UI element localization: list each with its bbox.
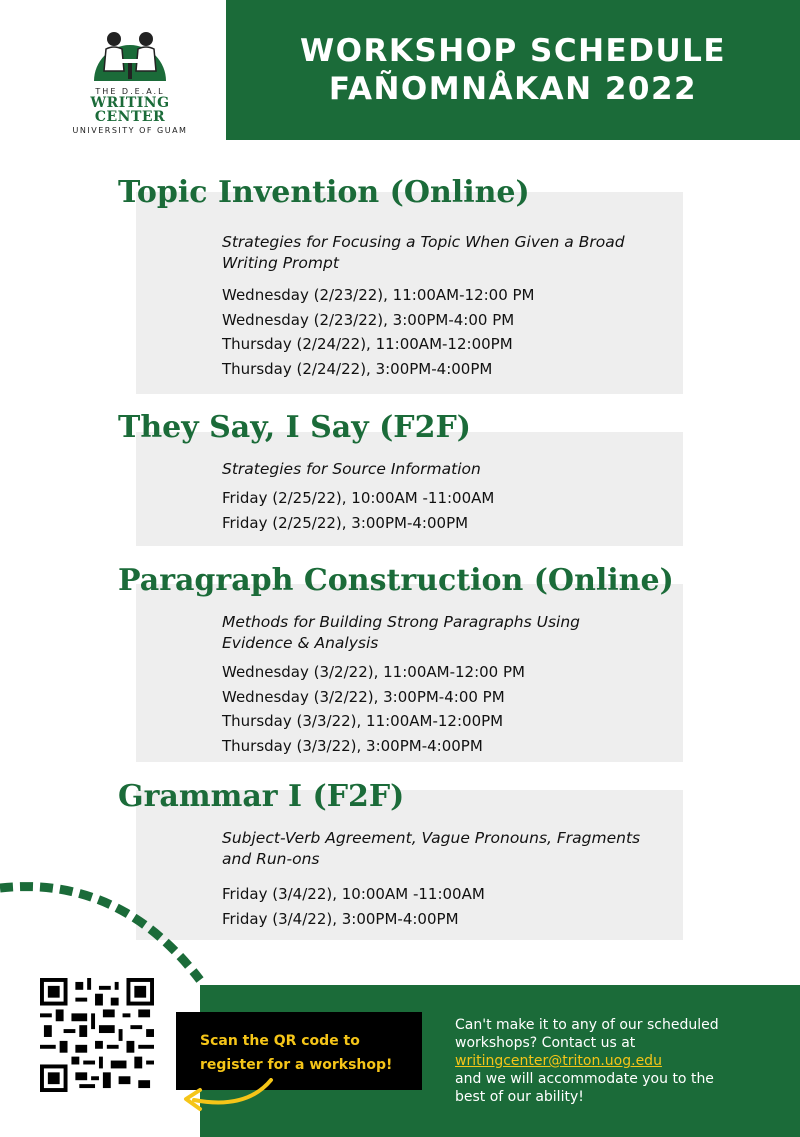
session-item: Thursday (2/24/22), 11:00AM-12:00PM — [222, 335, 513, 353]
contact-info — [455, 1016, 775, 1106]
contact-text: Can't make it to any of our scheduled — [455, 1017, 719, 1033]
contact-text: best of our ability! — [455, 1089, 584, 1105]
page-header — [226, 0, 800, 140]
session-item: Friday (3/4/22), 3:00PM-4:00PM — [222, 909, 459, 928]
qr-code-icon[interactable] — [40, 978, 154, 1092]
workshop-subtitle: Strategies for Source Information — [222, 460, 481, 478]
session-item: Friday (2/25/22), 3:00PM-4:00PM — [222, 513, 469, 532]
scan-text-line-1: Scan the QR code to — [200, 1033, 360, 1049]
workshop-subtitle: Strategies for Focusing a Topic When Given a Broad Writing Prompt — [222, 233, 625, 272]
curved-arrow-icon — [176, 1078, 276, 1118]
session-item: Wednesday (2/23/22), 11:00AM-12:00 PM — [222, 286, 535, 304]
workshop-title: They Say, I Say (F2F) — [118, 410, 471, 445]
session-item: Wednesday (3/2/22), 11:00AM-12:00 PM — [222, 663, 525, 681]
logo-sub-text: UNIVERSITY OF GUAM — [72, 126, 188, 135]
workshop-title: Grammar I (F2F) — [118, 779, 405, 814]
workshop-title: Paragraph Construction (Online) — [118, 563, 674, 598]
workshop-sessions — [222, 486, 662, 535]
session-item: Friday (3/4/22), 10:00AM -11:00AM — [222, 885, 485, 903]
scan-text-line-2: register for a workshop! — [200, 1057, 393, 1073]
workshop-sessions — [222, 660, 662, 758]
workshop-title: Topic Invention (Online) — [118, 175, 530, 210]
workshop-subtitle: Methods for Building Strong Paragraphs Using Evidence & Analysis — [222, 613, 581, 652]
logo-illustration-icon — [84, 15, 176, 85]
page-title-line-1: WORKSHOP SCHEDULE — [299, 33, 727, 69]
session-item: Thursday (3/3/22), 11:00AM-12:00PM — [222, 712, 504, 730]
workshop-subtitle: Subject-Verb Agreement, Vague Pronouns, Fragments and Run-ons — [222, 829, 641, 868]
session-item: Friday (2/25/22), 10:00AM -11:00AM — [222, 489, 495, 507]
session-item: Wednesday (3/2/22), 3:00PM-4:00 PM — [222, 687, 505, 706]
logo-main-text: WRITING CENTER — [90, 95, 170, 125]
logo-small-text: THE D.E.A.L — [95, 87, 165, 96]
page-title-line-2: FAÑOMNÅKAN 2022 — [328, 71, 698, 107]
decorative-dashed-arc — [0, 870, 230, 990]
session-item: Wednesday (2/23/22), 3:00PM-4:00 PM — [222, 310, 515, 329]
workshop-sessions — [222, 882, 662, 931]
writing-center-logo — [60, 15, 200, 135]
contact-text: workshops? Contact us at — [455, 1035, 636, 1051]
session-item: Thursday (3/3/22), 3:00PM-4:00PM — [222, 736, 483, 755]
workshop-sessions — [222, 283, 662, 381]
session-item: Thursday (2/24/22), 3:00PM-4:00PM — [222, 359, 493, 378]
contact-text: and we will accommodate you to the — [455, 1071, 714, 1087]
contact-email-link[interactable]: writingcenter@triton.uog.edu — [455, 1053, 662, 1069]
